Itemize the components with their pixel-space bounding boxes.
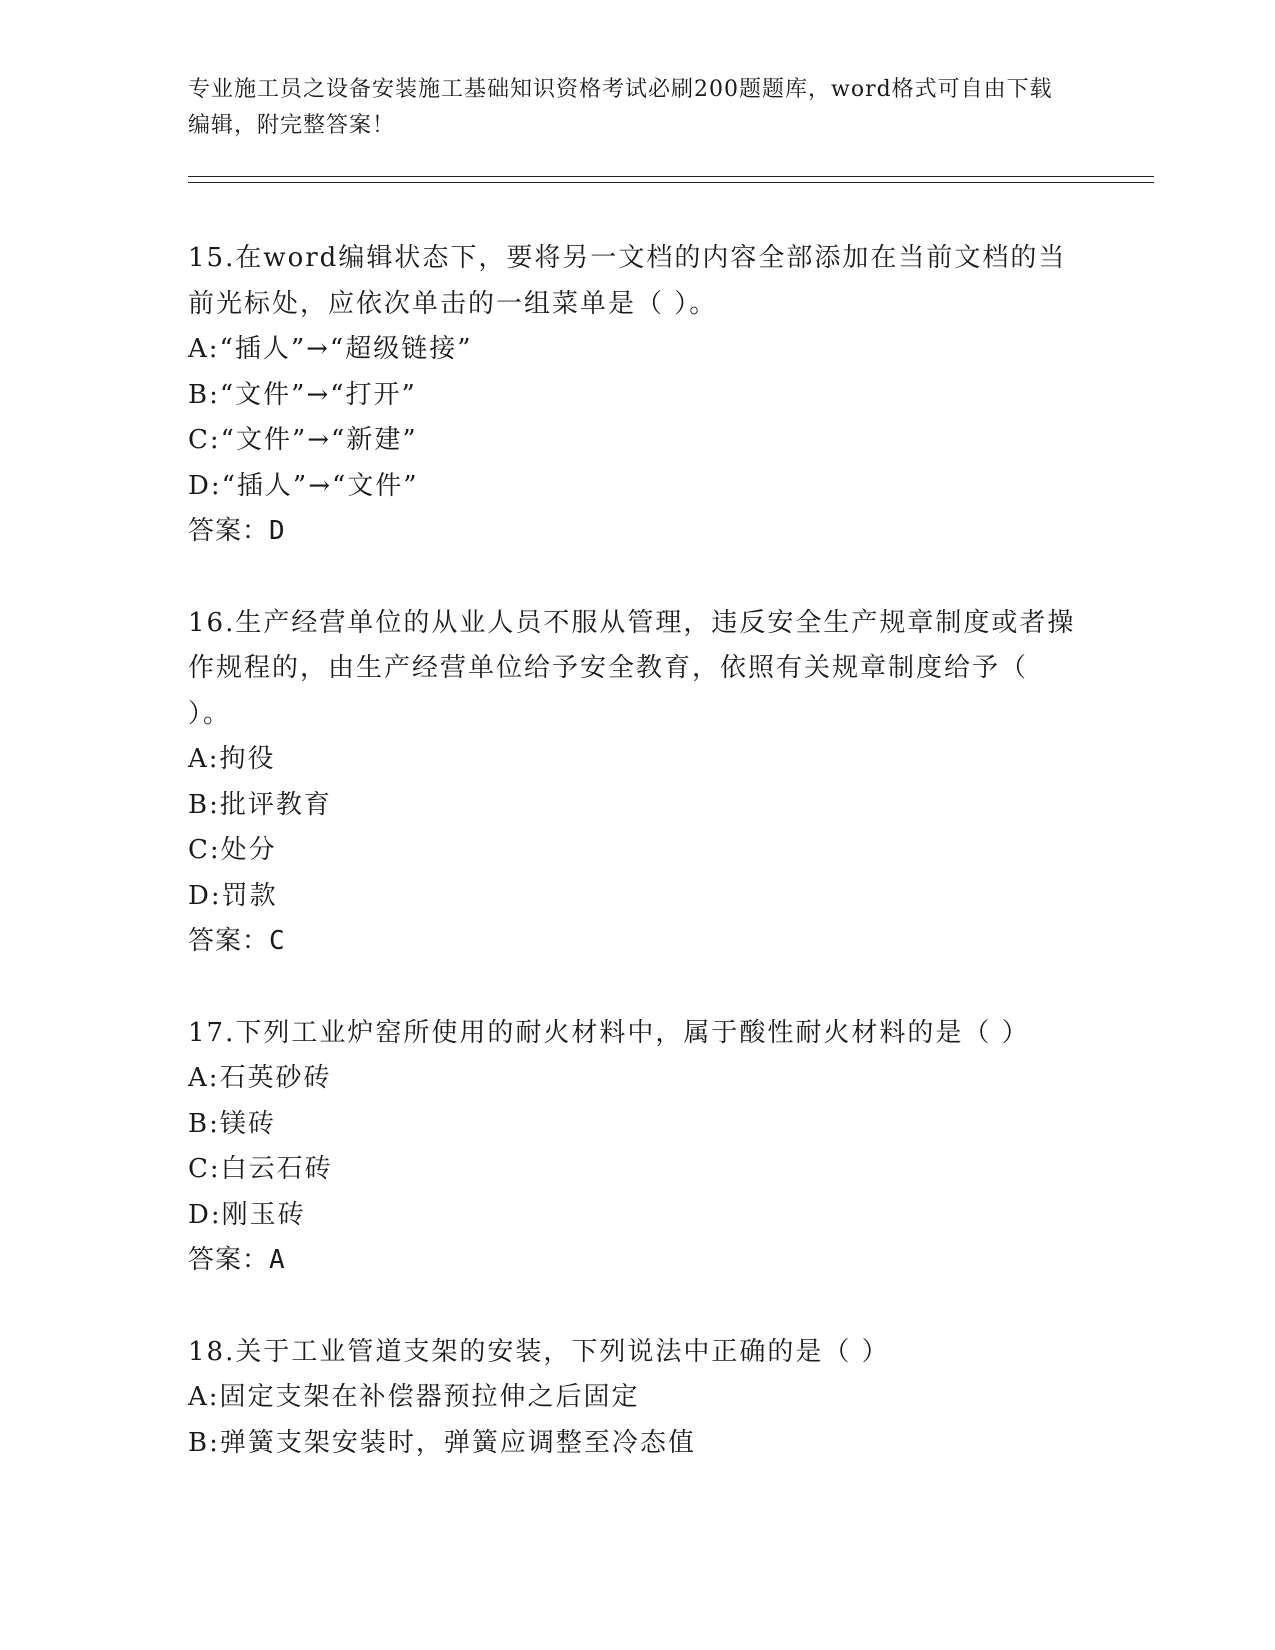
option-a: A:拘役 [188, 744, 276, 774]
answer-line [188, 919, 1078, 965]
question-17 [188, 1011, 1078, 1284]
question-18 [188, 1330, 1078, 1467]
option-c: C:“文件”→“新建” [188, 425, 418, 455]
answer-label: 答案： [188, 926, 270, 956]
question-text: 17.下列工业炉窑所使用的耐火材料中，属于酸性耐火材料的是（ ） [188, 1017, 1030, 1048]
option-b: B:“文件”→“打开” [188, 379, 417, 410]
question-list [188, 236, 1078, 1512]
option-d: D:罚款 [188, 880, 278, 911]
option-c: C:处分 [188, 835, 277, 865]
option-a: A:固定支架在补偿器预拉伸之后固定 [188, 1382, 640, 1412]
option-d: D:刚玉砖 [188, 1199, 306, 1230]
question-16 [188, 601, 1078, 965]
document-header: 专业施工员之设备安装施工基础知识资格考试必刷200题题库，word格式可自由下载编辑，附完整答案！ [188, 77, 1053, 138]
answer-value: C [269, 926, 286, 956]
option-a: A:“插人”→“超级链接” [188, 334, 473, 364]
answer-value: A [269, 1245, 286, 1275]
option-a: A:石英砂砖 [188, 1063, 332, 1093]
header-rule-top [188, 176, 1154, 177]
option-d: D:“插人”→“文件” [188, 470, 419, 501]
option-c: C:白云石砖 [188, 1154, 333, 1184]
option-b: B:镁砖 [188, 1108, 276, 1139]
option-b: B:弹簧支架安装时，弹簧应调整至冷态值 [188, 1427, 696, 1458]
question-text: 18.关于工业管道支架的安装，下列说法中正确的是（ ） [188, 1336, 890, 1367]
answer-label: 答案： [188, 1245, 270, 1275]
answer-line [188, 1238, 1078, 1284]
header-rule-bottom [188, 182, 1154, 183]
question-text: 16.生产经营单位的从业人员不服从管理，违反安全生产规章制度或者操作规程的，由生产经营单位给予安全教育，依照有关规章制度给予（ ）。 [188, 607, 1076, 729]
question-text: 15.在word编辑状态下，要将另一文档的内容全部添加在当前文档的当前光标处，应依次单击的一组菜单是（ ）。 [188, 243, 1067, 319]
question-15 [188, 236, 1078, 555]
answer-line [188, 509, 1078, 555]
answer-label: 答案： [188, 516, 270, 546]
answer-value: D [269, 516, 286, 546]
option-b: B:批评教育 [188, 789, 332, 820]
